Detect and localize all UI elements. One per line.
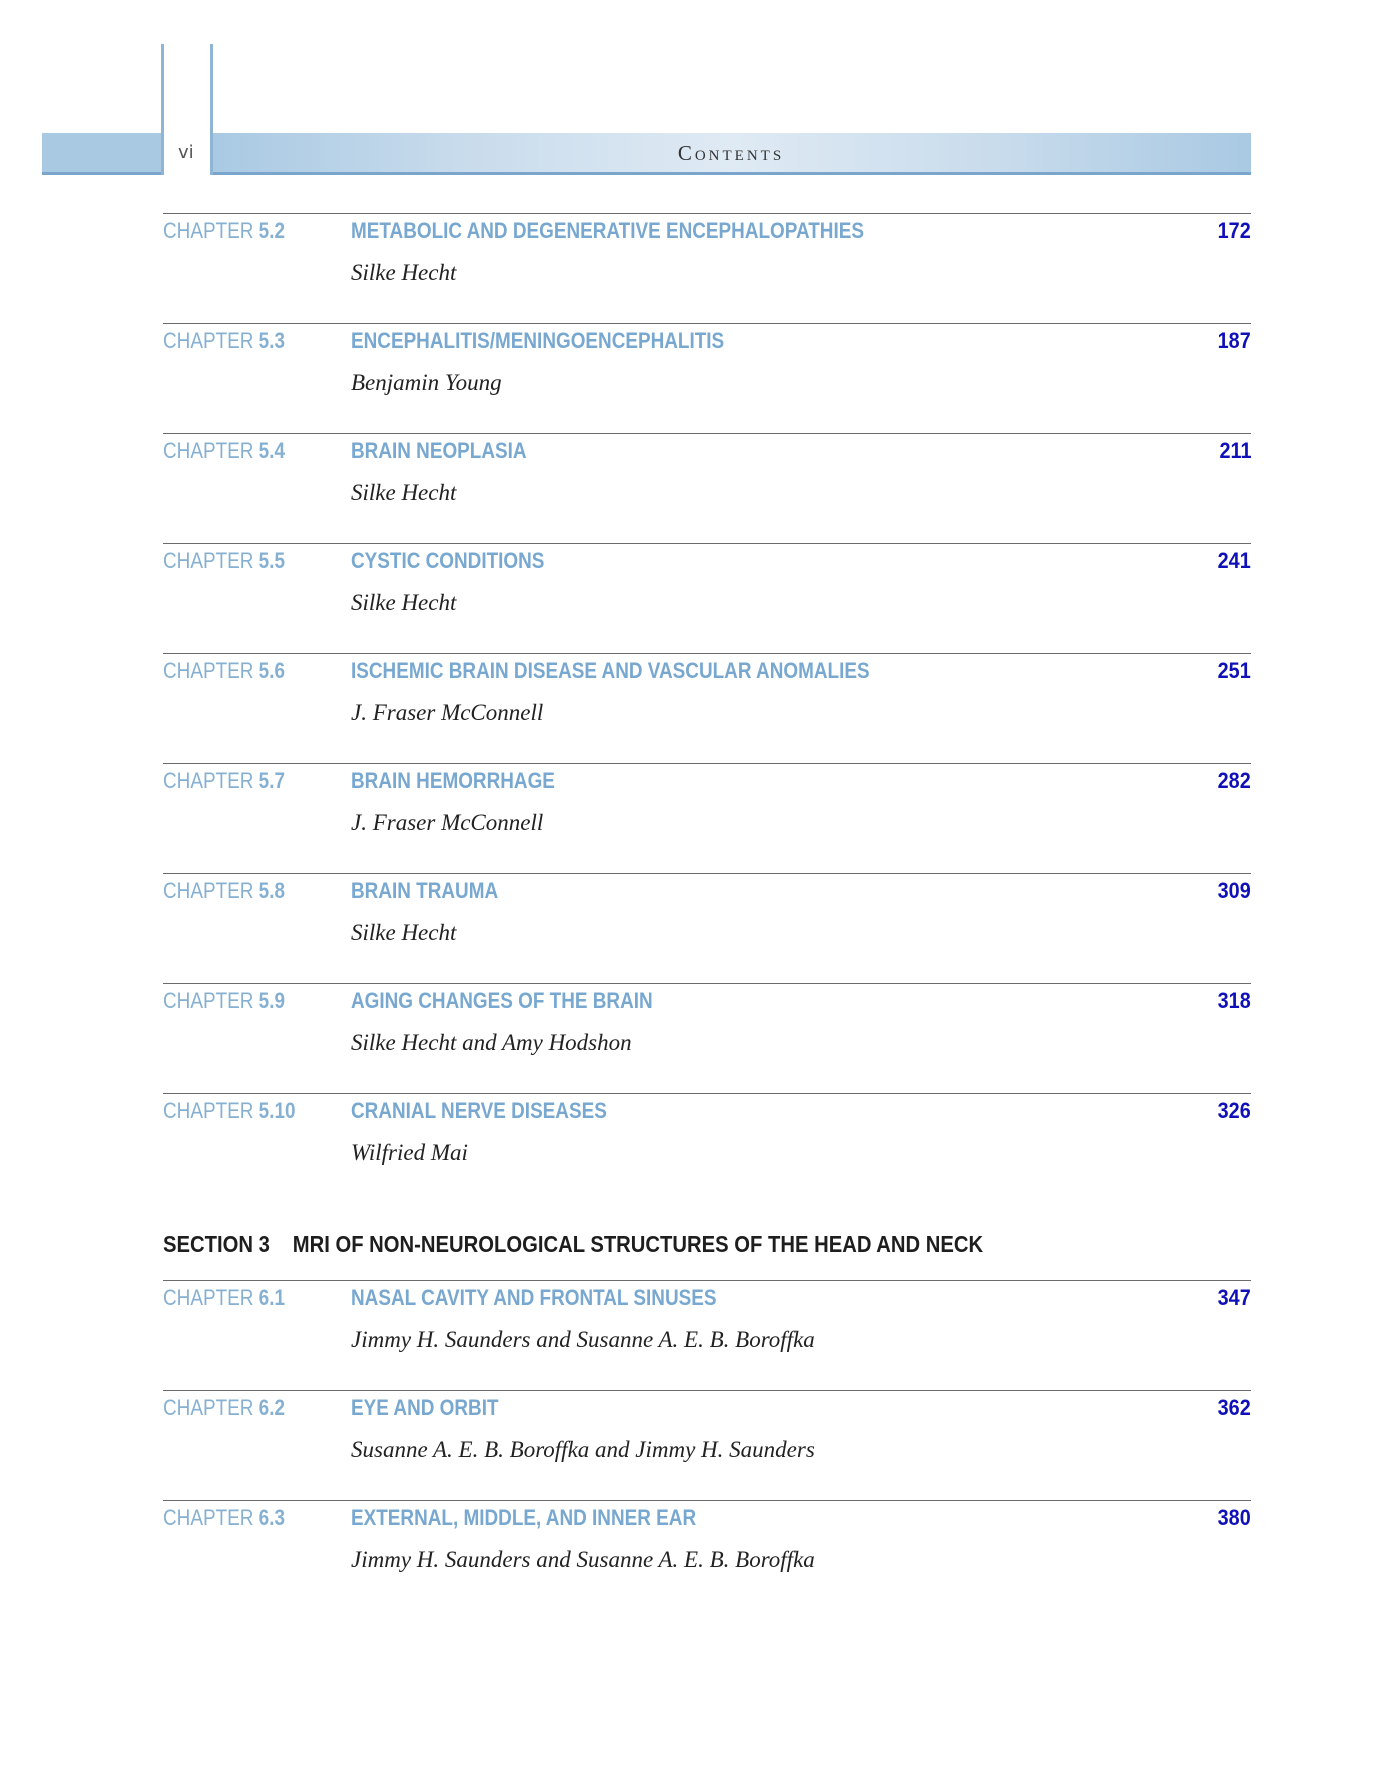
chapter-author: Silke Hecht xyxy=(351,260,457,285)
header-rule-left xyxy=(161,44,164,175)
page-number: vi xyxy=(178,142,194,163)
toc-entry[interactable] xyxy=(163,763,1251,844)
toc-entry[interactable] xyxy=(163,543,1251,624)
chapter-label: CHAPTER 5.8 xyxy=(163,878,285,903)
toc-entry[interactable] xyxy=(163,1280,1251,1361)
chapter-title[interactable]: ISCHEMIC BRAIN DISEASE AND VASCULAR ANOMALIES xyxy=(351,658,870,683)
chapter-title[interactable]: CYSTIC CONDITIONS xyxy=(351,548,545,573)
chapter-page[interactable]: 318 xyxy=(1217,988,1251,1013)
toc-entry[interactable] xyxy=(163,983,1251,1064)
chapter-author: Silke Hecht xyxy=(351,920,457,945)
chapter-label: CHAPTER 5.7 xyxy=(163,768,285,793)
chapter-label: CHAPTER 5.9 xyxy=(163,988,285,1013)
chapter-author: Susanne A. E. B. Boroffka and Jimmy H. Saunders xyxy=(351,1437,815,1462)
chapter-label: CHAPTER 5.10 xyxy=(163,1098,296,1123)
chapter-title[interactable]: ENCEPHALITIS/MENINGOENCEPHALITIS xyxy=(351,328,725,353)
toc-entry[interactable] xyxy=(163,433,1251,514)
chapter-label: CHAPTER 6.1 xyxy=(163,1285,285,1310)
chapter-title[interactable]: METABOLIC AND DEGENERATIVE ENCEPHALOPATHIES xyxy=(351,218,864,243)
chapter-page[interactable]: 241 xyxy=(1217,548,1251,573)
chapter-page[interactable]: 326 xyxy=(1217,1098,1251,1123)
chapter-title[interactable]: NASAL CAVITY AND FRONTAL SINUSES xyxy=(351,1285,717,1310)
chapter-page[interactable]: 251 xyxy=(1217,658,1251,683)
section-label: SECTION 3 xyxy=(163,1231,270,1257)
chapter-title[interactable]: CRANIAL NERVE DISEASES xyxy=(351,1098,607,1123)
chapter-label: CHAPTER 5.6 xyxy=(163,658,285,683)
chapter-label: CHAPTER 5.2 xyxy=(163,218,285,243)
chapter-author: Silke Hecht xyxy=(351,480,457,505)
chapter-title[interactable]: EXTERNAL, MIDDLE, AND INNER EAR xyxy=(351,1505,697,1530)
toc-entry[interactable] xyxy=(163,323,1251,404)
chapter-label: CHAPTER 5.4 xyxy=(163,438,285,463)
chapter-author: Jimmy H. Saunders and Susanne A. E. B. Boroffka xyxy=(351,1327,815,1352)
toc-entry[interactable] xyxy=(163,213,1251,294)
chapter-page[interactable]: 187 xyxy=(1217,328,1251,353)
chapter-label: CHAPTER 6.3 xyxy=(163,1505,285,1530)
chapter-label: CHAPTER 5.5 xyxy=(163,548,285,573)
chapter-author: Jimmy H. Saunders and Susanne A. E. B. Boroffka xyxy=(351,1547,815,1572)
chapter-author: Benjamin Young xyxy=(351,370,502,395)
chapter-page[interactable]: 211 xyxy=(1219,438,1251,463)
chapter-page[interactable]: 347 xyxy=(1217,1285,1251,1310)
chapter-author: J. Fraser McConnell xyxy=(351,700,544,725)
toc-entry[interactable] xyxy=(163,653,1251,734)
chapter-page[interactable]: 172 xyxy=(1217,218,1251,243)
section-heading xyxy=(163,1231,983,1258)
toc-entry[interactable] xyxy=(163,1500,1251,1581)
chapter-title[interactable]: BRAIN HEMORRHAGE xyxy=(351,768,555,793)
section-title: MRI OF NON-NEUROLOGICAL STRUCTURES OF THE HEAD AND NECK xyxy=(292,1231,984,1257)
running-head: Contents xyxy=(677,141,785,165)
toc-entry[interactable] xyxy=(163,1390,1251,1471)
chapter-page[interactable]: 362 xyxy=(1217,1395,1251,1420)
chapter-author: Silke Hecht xyxy=(351,590,457,615)
chapter-page[interactable]: 380 xyxy=(1217,1505,1251,1530)
chapter-title[interactable]: BRAIN TRAUMA xyxy=(351,878,499,903)
header-band-left xyxy=(42,133,162,175)
chapter-author: Silke Hecht and Amy Hodshon xyxy=(351,1030,632,1055)
toc-entry[interactable] xyxy=(163,873,1251,954)
chapter-title[interactable]: BRAIN NEOPLASIA xyxy=(351,438,527,463)
chapter-title[interactable]: AGING CHANGES OF THE BRAIN xyxy=(351,988,653,1013)
toc-entry[interactable] xyxy=(163,1093,1251,1174)
chapter-page[interactable]: 282 xyxy=(1217,768,1251,793)
chapter-author: Wilfried Mai xyxy=(351,1140,468,1165)
chapter-title[interactable]: EYE AND ORBIT xyxy=(351,1395,499,1420)
chapter-page[interactable]: 309 xyxy=(1217,878,1251,903)
chapter-label: CHAPTER 6.2 xyxy=(163,1395,285,1420)
chapter-author: J. Fraser McConnell xyxy=(351,810,544,835)
chapter-label: CHAPTER 5.3 xyxy=(163,328,285,353)
